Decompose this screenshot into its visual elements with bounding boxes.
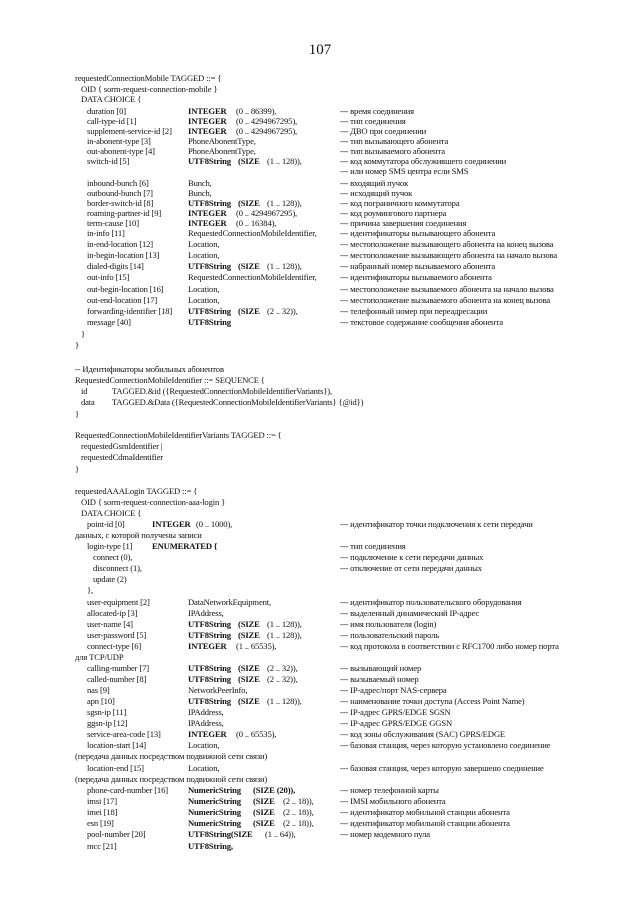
text-line: RequestedConnectionMobileIdentifier, — [188, 272, 317, 282]
text-line: (SIZE — [253, 796, 275, 806]
text-line: (2 .. 32)), — [267, 306, 298, 316]
text-line: --- местоположение вызывающего абонента на конец вызова — [340, 239, 554, 249]
text-line: connect-type [6] — [87, 641, 142, 651]
text-line: UTF8String — [188, 630, 231, 640]
text-line: INTEGER — [188, 106, 227, 116]
text-line: (1 .. 128)), — [267, 261, 302, 271]
text-line: --- номер телефонной карты — [340, 785, 439, 795]
text-line: (1 .. 128)), — [267, 696, 302, 706]
text-line: --- или номер SMS центра если SMS — [340, 166, 469, 176]
text-line: --- код коммутатора обслужившего соединении — [340, 156, 507, 166]
text-line: UTF8String — [188, 674, 231, 684]
text-line: RequestedConnectionMobileIdentifierVariants TAGGED ::= { — [75, 430, 282, 440]
text-line: apn [10] — [87, 696, 115, 706]
text-line: (0 .. 4294967295), — [236, 126, 298, 136]
text-line: called-number [8] — [87, 674, 147, 684]
text-line: UTF8String — [188, 198, 231, 208]
text-line: NumericString — [188, 796, 241, 806]
text-line: INTEGER — [188, 218, 227, 228]
text-line: --- тип соединения — [340, 116, 406, 126]
text-line: Location, — [188, 763, 220, 773]
text-line: --- код зоны обслуживания (SAC) GPRS/EDGE — [340, 729, 505, 739]
text-line: INTEGER — [188, 116, 227, 126]
text-line: (SIZE — [238, 261, 260, 271]
text-line: --- идентификатор точки подключения к сети передачи — [340, 519, 533, 529]
text-line: (SIZE — [238, 156, 260, 166]
text-line: UTF8String — [188, 306, 231, 316]
text-line: supplement-service-id [2] — [87, 126, 172, 136]
text-line: Bunch, — [188, 188, 212, 198]
text-line: point-id [0] — [87, 519, 125, 529]
text-line: --- базовая станция, через которую установлено соединение — [340, 740, 551, 750]
text-line: } — [75, 340, 79, 350]
text-line: --- наименование точки доступа (Access Point Name) — [340, 696, 525, 706]
text-line: (0 .. 65535), — [236, 729, 277, 739]
text-line: NetworkPeerInfo, — [188, 685, 248, 695]
text-line: (0 .. 1000), — [196, 519, 233, 529]
text-line: --- вызывающий номер — [340, 663, 422, 673]
text-line: INTEGER — [188, 126, 227, 136]
text-line: INTEGER — [152, 519, 191, 529]
text-line: IPAddress, — [188, 707, 224, 717]
text-line: requestedCdmaIdentifier — [81, 452, 163, 462]
text-line: term-cause [10] — [87, 218, 139, 228]
text-line: --- местоположение вызываемого абонента на конец вызова — [340, 295, 551, 305]
text-line: duration [0] — [87, 106, 127, 116]
text-line: --- имя пользователя (login) — [340, 619, 437, 629]
text-line: TAGGED.&Data ({RequestedConnectionMobileIdentifierVariants} {@id}) — [112, 397, 364, 407]
text-line: --- исходящий пучок — [340, 188, 413, 198]
text-line: update (2) — [93, 574, 127, 584]
text-line: DATA CHOICE { — [81, 94, 142, 104]
text-line: UTF8String — [188, 696, 231, 706]
text-line: user-equipment [2] — [87, 597, 150, 607]
text-line: roaming-partner-id [9] — [87, 208, 162, 218]
text-line: --- ДВО при соединении — [340, 126, 427, 136]
text-line: requestedAAALogin TAGGED ::= { — [75, 486, 198, 496]
text-line: inbound-bunch [6] — [87, 178, 149, 188]
text-line: --- входящий пучок — [340, 178, 409, 188]
text-line: --- базовая станция, через которую завершено соединение — [340, 763, 544, 773]
text-line: UTF8String(SIZE — [188, 829, 253, 839]
text-line: (передача данных посредством подвижной сети связи) — [75, 774, 268, 784]
text-line: --- тип соединения — [340, 541, 406, 551]
text-line: imsi [17] — [87, 796, 117, 806]
text-line: (2 .. 32)), — [267, 663, 298, 673]
text-line: (2 .. 18)), — [283, 796, 314, 806]
text-line: NumericString — [188, 818, 241, 828]
text-line: nas [9] — [87, 685, 110, 695]
text-line: (0 .. 86399), — [236, 106, 277, 116]
text-line: INTEGER — [188, 208, 227, 218]
text-line: disconnect (1), — [93, 563, 142, 573]
text-line: PhoneAbonentType, — [188, 136, 256, 146]
text-line: --- отключение от сети передачи данных — [340, 563, 482, 573]
text-line: location-start [14] — [87, 740, 146, 750]
text-line: call-type-id [1] — [87, 116, 137, 126]
text-line: requestedConnectionMobile TAGGED ::= { — [75, 73, 222, 83]
text-line: mcc [21] — [87, 841, 117, 851]
text-line: esn [19] — [87, 818, 114, 828]
text-line: (1 .. 128)), — [267, 198, 302, 208]
text-line: UTF8String — [188, 156, 231, 166]
text-line: in-begin-location [13] — [87, 250, 160, 260]
text-line: ggsn-ip [12] — [87, 718, 128, 728]
text-line: (SIZE — [238, 663, 260, 673]
text-line: (передача данных посредством подвижной сети связи) — [75, 751, 268, 761]
text-line: INTEGER — [188, 641, 227, 651]
text-line: id — [81, 386, 88, 396]
text-line: --- идентификатор мобильной станции абонента — [340, 818, 510, 828]
text-line: (0 .. 16384), — [236, 218, 277, 228]
text-line: UTF8String — [188, 663, 231, 673]
text-line: --- IMSI мобильного абонента — [340, 796, 446, 806]
text-line: Bunch, — [188, 178, 212, 188]
text-line: (SIZE — [238, 619, 260, 629]
text-line: imei [18] — [87, 807, 118, 817]
text-line: pool-number [20] — [87, 829, 146, 839]
text-line: in-info [11] — [87, 228, 125, 238]
text-line: UTF8String — [188, 619, 231, 629]
text-line: login-type [1] — [87, 541, 133, 551]
text-line: OID { sorm-request-connection-aaa-login } — [81, 497, 226, 507]
text-line: (SIZE — [238, 674, 260, 684]
text-line: (1 .. 128)), — [267, 630, 302, 640]
text-line: (1 .. 64)), — [265, 829, 296, 839]
text-line: --- код протокола в соответствии с RFC1700 либо номер порта — [340, 641, 559, 651]
text-line: --- IP-адрес GPRS/EDGE SGSN — [340, 707, 451, 717]
text-line: -- Идентификаторы мобильных абонентов — [75, 364, 224, 374]
text-line: --- идентификатор пользовательского оборудования — [340, 597, 522, 607]
text-line: --- подключение к сети передачи данных — [340, 552, 484, 562]
text-line: sgsn-ip [11] — [87, 707, 127, 717]
text-line: user-password [5] — [87, 630, 147, 640]
text-line: --- номер модемного пула — [340, 829, 430, 839]
text-line: (SIZE — [238, 630, 260, 640]
text-line: service-area-code [13] — [87, 729, 161, 739]
text-line: --- идентификатор мобильной станции абонента — [340, 807, 510, 817]
text-line: forwarding-identifier [18] — [87, 306, 173, 316]
text-line: --- местоположение вызываемого абонента на начало вызова — [340, 284, 554, 294]
text-line: --- IP-адрес/порт NAS-сервера — [340, 685, 447, 695]
text-line: для TCP/UDP — [75, 652, 124, 662]
text-line: --- IP-адрес GPRS/EDGE GGSN — [340, 718, 453, 728]
text-line: RequestedConnectionMobileIdentifier ::= SEQUENCE { — [75, 375, 265, 385]
text-line: UTF8String — [188, 317, 231, 327]
page-number: 107 — [308, 42, 332, 58]
text-line: out-abonent-type [4] — [87, 146, 155, 156]
text-line: outbound-bunch [7] — [87, 188, 153, 198]
text-line: UTF8String, — [188, 841, 233, 851]
text-line: out-begin-location [16] — [87, 284, 164, 294]
text-line: UTF8String — [188, 261, 231, 271]
text-line: connect (0), — [93, 552, 133, 562]
text-line: IPAddress, — [188, 608, 224, 618]
text-line: NumericString — [188, 785, 241, 795]
text-line: данных, с которой получены записи — [75, 530, 202, 540]
text-line: Location, — [188, 740, 220, 750]
text-line: Location, — [188, 295, 220, 305]
text-line: ENUMERATED { — [152, 541, 218, 551]
text-line: phone-card-number [16] — [87, 785, 168, 795]
text-line: (SIZE — [238, 696, 260, 706]
text-line: (0 .. 4294967295), — [236, 208, 298, 218]
text-line: Location, — [188, 239, 220, 249]
text-line: --- причина завершения соединения — [340, 218, 467, 228]
text-line: (SIZE (20)), — [253, 785, 296, 795]
text-line: TAGGED.&id ({RequestedConnectionMobileIdentifierVariants}), — [112, 386, 332, 396]
text-line: --- набранный номер вызываемого абонента — [340, 261, 496, 271]
text-line: location-end [15] — [87, 763, 144, 773]
text-line: (1 .. 65535), — [236, 641, 277, 651]
text-line: --- телефонный номер при переадресации — [340, 306, 488, 316]
text-line: (SIZE — [253, 807, 275, 817]
text-line: (2 .. 32)), — [267, 674, 298, 684]
text-line: --- тип вызывающего абонента — [340, 136, 449, 146]
text-line: (SIZE — [253, 818, 275, 828]
text-line: requestedGsmIdentifier | — [81, 441, 163, 451]
text-line: RequestedConnectionMobileIdentifier, — [188, 228, 317, 238]
text-line: (SIZE — [238, 198, 260, 208]
text-line: in-abonent-type [3] — [87, 136, 151, 146]
text-line: } — [81, 329, 85, 339]
text-line: data — [81, 397, 95, 407]
text-line: --- идентификаторы вызываемого абонента — [340, 272, 492, 282]
text-line: }, — [87, 585, 93, 595]
text-line: dialed-digits [14] — [87, 261, 144, 271]
text-line: --- код роумингового партнера — [340, 208, 447, 218]
text-line: OID { sorm-request-connection-mobile } — [81, 84, 218, 94]
text-line: NumericString — [188, 807, 241, 817]
text-line: (1 .. 128)), — [267, 156, 302, 166]
text-line: (0 .. 4294967295), — [236, 116, 298, 126]
text-line: Location, — [188, 250, 220, 260]
text-line: DATA CHOICE { — [81, 508, 142, 518]
text-line: out-end-location [17] — [87, 295, 158, 305]
text-line: IPAddress, — [188, 718, 224, 728]
text-line: (2 .. 18)), — [283, 807, 314, 817]
text-line: user-name [4] — [87, 619, 133, 629]
text-line: --- местоположение вызывающего абонента на начало вызова — [340, 250, 558, 260]
text-line: } — [75, 409, 79, 419]
text-line: in-end-location [12] — [87, 239, 153, 249]
text-line: INTEGER — [188, 729, 227, 739]
text-line: --- пользовательский пароль — [340, 630, 440, 640]
text-line: (2 .. 18)), — [283, 818, 314, 828]
text-line: message [40] — [87, 317, 131, 327]
text-line: --- текстовое содержание сообщения абонента — [340, 317, 503, 327]
text-line: --- вызываемый номер — [340, 674, 419, 684]
text-line: } — [75, 464, 79, 474]
text-line: switch-id [5] — [87, 156, 130, 166]
text-line: out-info [15] — [87, 272, 130, 282]
text-line: Location, — [188, 284, 220, 294]
text-line: allocated-ip [3] — [87, 608, 138, 618]
text-line: --- код пограничного коммутатора — [340, 198, 460, 208]
text-line: border-switch-id [8] — [87, 198, 154, 208]
text-line: (1 .. 128)), — [267, 619, 302, 629]
text-line: --- тип вызываемого абонента — [340, 146, 445, 156]
text-line: --- время соединения — [340, 106, 414, 116]
text-line: DataNetworkEquipment, — [188, 597, 272, 607]
text-line: PhoneAbonentType, — [188, 146, 256, 156]
text-line: --- идентификаторы вызывающего абонента — [340, 228, 496, 238]
text-line: calling-number [7] — [87, 663, 149, 673]
text-line: (SIZE — [238, 306, 260, 316]
text-line: --- выделенный динамический IP-адрес — [340, 608, 480, 618]
